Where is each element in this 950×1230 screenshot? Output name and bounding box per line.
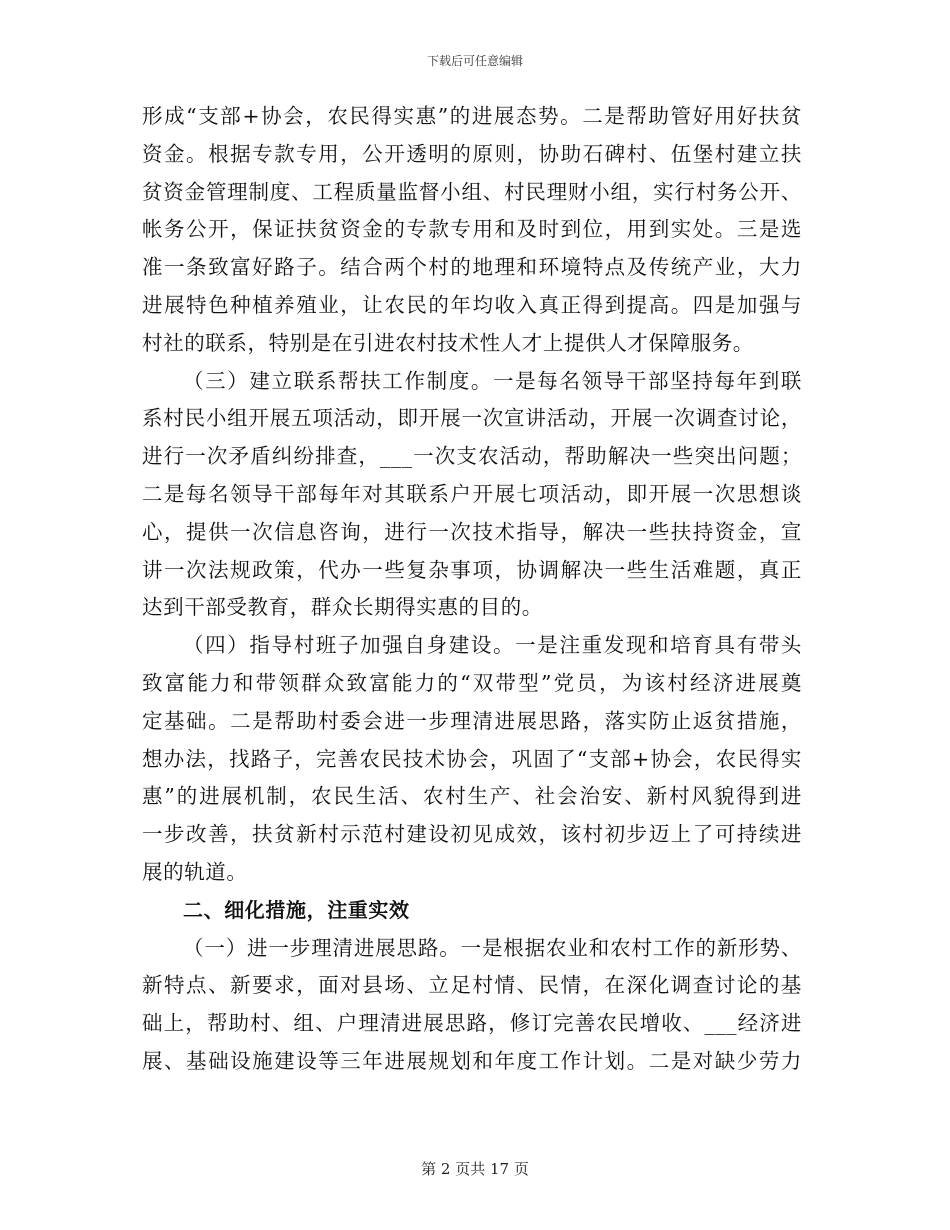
document-body xyxy=(142,98,802,1081)
text-line: （一）进一步理清进展思路。一是根据农业和农村工作的新形势、 xyxy=(183,935,802,960)
text-line: 二是每名领导干部每年对其联系户开展七项活动，即开展一次思想谈 xyxy=(142,481,802,506)
text-line: 致富能力和带领群众致富能力的“双带型”党员，为该村经济进展奠 xyxy=(142,670,802,695)
text-line: 惠”的进展机制，农民生活、农村生产、社会治安、新村风貌得到进 xyxy=(142,784,802,809)
text-line: （三）建立联系帮扶工作制度。一是每名领导干部坚持每年到联 xyxy=(183,368,802,393)
text-line: 准一条致富好路子。结合两个村的地理和环境特点及传统产业，大力 xyxy=(142,255,802,280)
text-line: 展的轨道。 xyxy=(142,859,248,884)
text-line: （四）指导村班子加强自身建设。一是注重发现和培育具有带头 xyxy=(183,633,802,658)
text-line: 展、基础设施建设等三年进展规划和年度工作计划。二是对缺少劳力 xyxy=(142,1048,802,1073)
text-line: 想办法，找路子，完善农民技术协会，巩固了“支部+协会，农民得实 xyxy=(142,746,802,771)
text-line: 达到干部受教育，群众长期得实惠的目的。 xyxy=(142,595,543,620)
page-header: 下载后可任意编辑 xyxy=(426,54,523,68)
text-line: 村社的联系，特别是在引进农村技术性人才上提供人才保障服务。 xyxy=(142,330,754,355)
text-line: 进展特色种植养殖业，让农民的年均收入真正得到提高。四是加强与 xyxy=(142,292,802,317)
text-line: 础上，帮助村、组、户理清进展思路，修订完善农民增收、___经济进 xyxy=(142,1011,802,1036)
text-line: 贫资金管理制度、工程质量监督小组、村民理财小组，实行村务公开、 xyxy=(142,179,802,204)
text-line: 进行一次矛盾纠纷排查，___一次支农活动，帮助解决一些突出问题； xyxy=(142,444,802,469)
page-footer: 第 2 页共 17 页 xyxy=(421,1160,529,1178)
text-line: 一步改善，扶贫新村示范村建设初见成效，该村初步迈上了可持续进 xyxy=(142,822,802,847)
text-line: 帐务公开，保证扶贫资金的专款专用和及时到位，用到实处。三是选 xyxy=(142,217,802,242)
text-line: 形成“支部+协会，农民得实惠”的进展态势。二是帮助管好用好扶贫 xyxy=(142,104,802,128)
section-heading: 二、细化措施，注重实效 xyxy=(183,897,410,922)
text-line: 讲一次法规政策，代办一些复杂事项，协调解决一些生活难题，真正 xyxy=(142,557,802,582)
text-line: 资金。根据专款专用，公开透明的原则，协助石碑村、伍堡村建立扶 xyxy=(142,141,802,166)
text-line: 新特点、新要求，面对县场、立足村情、民情，在深化调查讨论的基 xyxy=(142,973,802,998)
text-line: 系村民小组开展五项活动，即开展一次宣讲活动，开展一次调查讨论， xyxy=(142,406,802,431)
text-line: 心，提供一次信息咨询，进行一次技术指导，解决一些扶持资金，宣 xyxy=(142,519,802,544)
text-line: 定基础。二是帮助村委会进一步理清进展思路，落实防止返贫措施， xyxy=(142,708,802,733)
